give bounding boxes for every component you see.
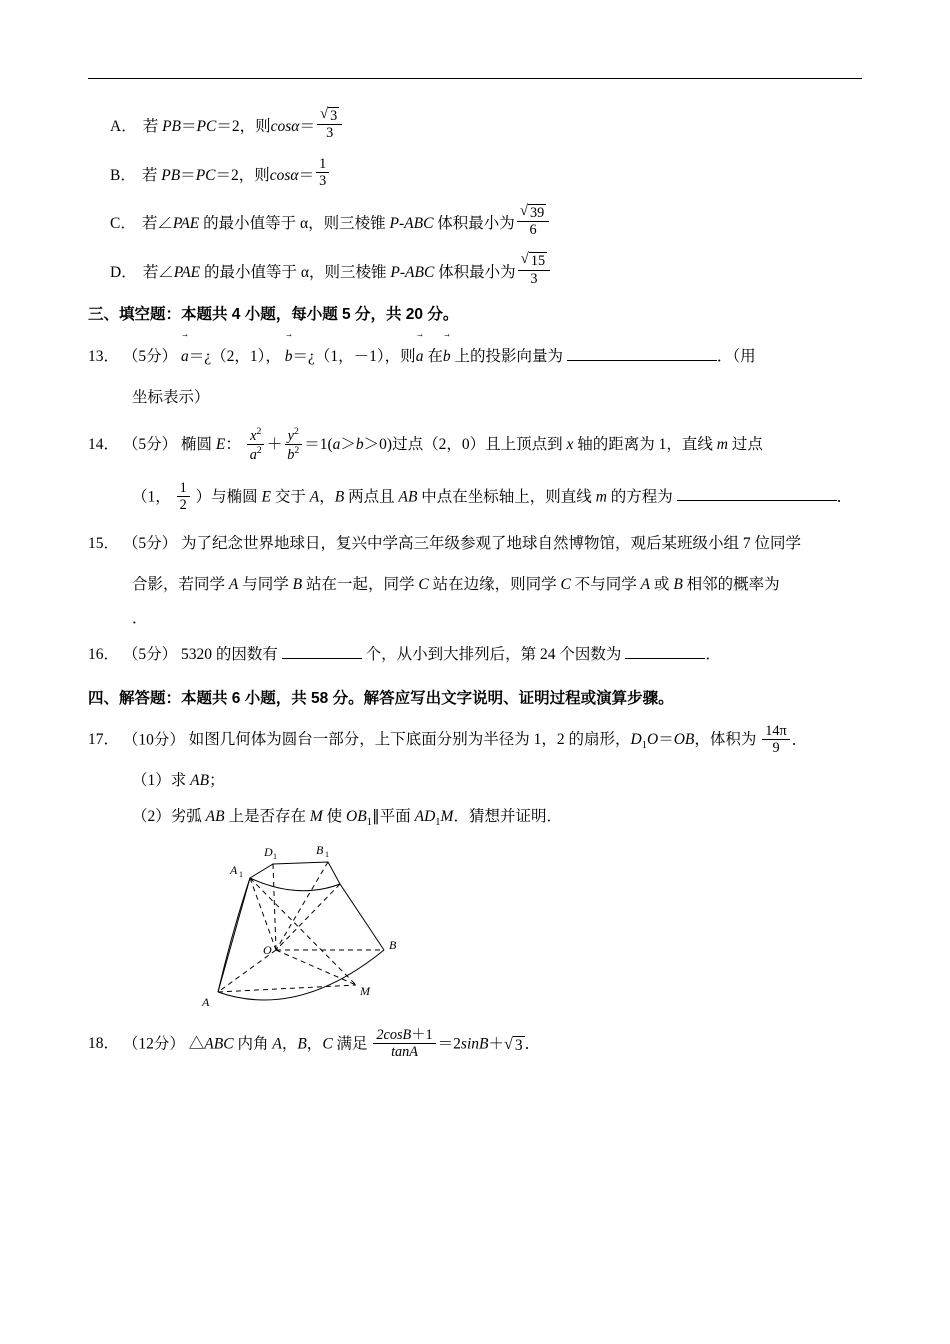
option-c-tag: C． (110, 215, 136, 232)
question-14: 14． （5分） 椭圆 E： $\frac{x^2}{a^2}$ ＋ $\frac{y^2}{b^2}$ ＝1(a＞b＞0)过点（2，0）且上顶点到 x 轴的距离为 1，直线 m 过点 (88, 426, 763, 464)
question-14-point-fraction (177, 480, 190, 514)
choice-option-d (88, 253, 868, 288)
question-18-text-post: ＝2sinB＋ (437, 1035, 504, 1053)
figure-label-b: B (389, 938, 397, 953)
question-16-number: 16． (88, 645, 120, 663)
question-13-answer-blank (567, 345, 717, 362)
option-b-denominator: 3 (319, 173, 327, 190)
question-13-vector-a2: → a (416, 340, 424, 372)
option-d-denominator: 3 (530, 270, 538, 287)
question-14-line2-pre: （1， (132, 487, 171, 505)
figure-label-b1-sub: 1 (325, 850, 329, 860)
question-17-sub2-text: （2）劣弧 AB 上是否存在 M 使 $OB_1\parallel$平面 $AD_1M$．猜想并证明． (132, 808, 562, 829)
question-13-vector-a: → a (181, 340, 189, 372)
figure-label-o: O (263, 943, 272, 958)
question-18-sqrt: √ 3 (503, 1034, 523, 1054)
figure-label-a1-sub: 1 (239, 870, 243, 880)
choice-option-c (88, 202, 868, 240)
question-14-frac-x (247, 426, 265, 463)
question-15-line3 (88, 610, 868, 629)
question-18-numerator: 2cosB＋1 (373, 1027, 435, 1044)
option-b-fraction (316, 156, 329, 190)
question-16-answer-blank-2 (625, 642, 705, 659)
question-13: 13． （5分） → a＝¿（2，1）， → b＝¿（1，－1），则→ a 在→ b 上的投影向量为 ．（用 (88, 340, 868, 372)
question-18-text-end: ． (524, 1035, 541, 1053)
figure-label-a1: A (230, 863, 238, 878)
option-c-fraction (517, 204, 549, 239)
question-18-text-pre: △ABC 内角 A，B，C 满足 (188, 1035, 368, 1053)
option-d-text: 若∠PAE 的最小值等于 α，则三棱锥 P‑ABC 体积最小为 (142, 263, 516, 281)
header-rule (88, 78, 862, 79)
question-14-frac-x-den: $a^2$ (249, 445, 262, 464)
question-14-score: （5分） (122, 436, 178, 454)
question-16-score: （5分） (122, 645, 178, 663)
option-a-fraction (317, 107, 342, 142)
question-16-text3: ． (705, 645, 721, 663)
question-14-answer-blank (677, 484, 837, 501)
option-d-tag: D． (110, 263, 137, 281)
question-18 (88, 1028, 868, 1062)
figure-svg (188, 842, 478, 1017)
question-17-score: （10分） (122, 731, 185, 749)
question-13-number: 13． (88, 348, 120, 366)
option-b-text: 若 PB＝PC＝2，则cosα＝ (141, 166, 315, 184)
question-14-text1: 椭圆 E： (181, 436, 241, 454)
question-14-tail: ＝1(a＞b＞0)过点（2，0）且上顶点到 x 轴的距离为 1，直线 m 过点 (304, 436, 763, 454)
option-c-text: 若∠PAE 的最小值等于 α，则三棱锥 P‑ABC 体积最小为 (141, 215, 515, 232)
question-17-volume-fraction (762, 723, 789, 757)
question-16-text1: 5320 的因数有 (181, 645, 278, 663)
option-b-tag: B． (110, 166, 136, 184)
option-a-tag: A． (110, 118, 137, 136)
geometry-figure (188, 842, 868, 1022)
question-15-line1: 为了纪念世界地球日，复兴中学高三年级参观了地球自然博物馆，观后某班级小组 7 位同学 (181, 535, 802, 553)
question-17-sub1-text: （1）求 AB； (132, 771, 225, 789)
document-content (88, 108, 868, 1072)
question-13-line2-text: 坐标表示） (132, 389, 210, 407)
choice-option-b (88, 157, 868, 191)
figure-label-d1: D (264, 845, 273, 860)
question-14-line2-tail: ． (836, 487, 853, 505)
question-15 (88, 528, 868, 559)
question-18-number: 18． (88, 1035, 120, 1053)
option-d-fraction (518, 252, 550, 287)
option-a-text: 若 PB＝PC＝2，则cosα＝ (142, 118, 315, 136)
option-d-numerator: √ 15 (518, 252, 550, 270)
question-17-line1-end: ． (791, 731, 808, 749)
option-a-denominator: 3 (326, 125, 334, 142)
question-13-score: （5分） (122, 348, 178, 366)
question-18-score: （12分） (122, 1035, 185, 1053)
question-14-frac-x-num: $x^2$ (247, 426, 264, 445)
option-a-numerator: √ 3 (317, 107, 342, 125)
question-17-volume-den: 9 (772, 740, 780, 757)
question-16-answer-blank-1 (282, 642, 362, 659)
section-heading-solution: 四、解答题：本题共 6 小题，共 58 分。解答应写出文字说明、证明过程或演算步骤。 (88, 689, 674, 707)
question-18-fraction (373, 1027, 435, 1061)
figure-label-d1-sub: 1 (273, 852, 277, 862)
question-14-point-num: 1 (177, 480, 190, 497)
question-15-line3-text: ． (132, 610, 148, 628)
question-14-frac-y (284, 426, 302, 463)
option-c-denominator: 6 (529, 222, 537, 239)
option-c-numerator: √ 39 (517, 204, 549, 222)
question-17-sub2 (88, 804, 868, 832)
option-b-numerator: 1 (316, 156, 329, 173)
question-17-sub1 (88, 768, 868, 794)
question-17-line1: 如图几何体为圆台一部分，上下底面分别为半径为 1，2 的扇形，$D_1O=OB$，体积为 (188, 731, 757, 752)
question-14-point-den: 2 (179, 496, 187, 513)
question-15-line2 (88, 569, 868, 600)
question-15-line2-text: 合影，若同学 A 与同学 B 站在一起，同学 C 站在边缘，则同学 C 不与同学 A 或 B 相邻的概率为 (132, 576, 780, 594)
question-16 (88, 639, 868, 670)
question-18-denominator: tanA (391, 1044, 418, 1061)
question-17 (88, 724, 868, 758)
question-14-frac-y-den: $b^2$ (287, 445, 300, 464)
question-17-number: 17． (88, 731, 120, 749)
question-14-number: 14． (88, 436, 120, 454)
question-16-text2: 个，从小到大排列后，第 24 个因数为 (365, 645, 622, 663)
question-13-line2 (88, 382, 868, 413)
figure-label-a: A (202, 995, 210, 1010)
section-heading-fill-in-blank: 三、填空题：本题共 4 小题，每小题 5 分，共 20 分。 (88, 306, 459, 324)
question-15-score: （5分） (122, 535, 178, 553)
question-15-number: 15． (88, 535, 120, 553)
figure-label-b1: B (316, 843, 324, 858)
question-13-vector-b2: → b (443, 340, 451, 372)
question-14-line2-post: ）与椭圆 E 交于 A，B 两点且 AB 中点在坐标轴上，则直线 m 的方程为 (195, 487, 673, 505)
question-13-vector-b: → b (285, 340, 293, 372)
question-14-frac-y-num: $y^2$ (285, 426, 302, 445)
figure-label-m: M (360, 984, 370, 999)
question-14-line2 (88, 481, 868, 515)
question-17-volume-num: 14π (762, 723, 789, 740)
choice-option-a (88, 108, 868, 143)
